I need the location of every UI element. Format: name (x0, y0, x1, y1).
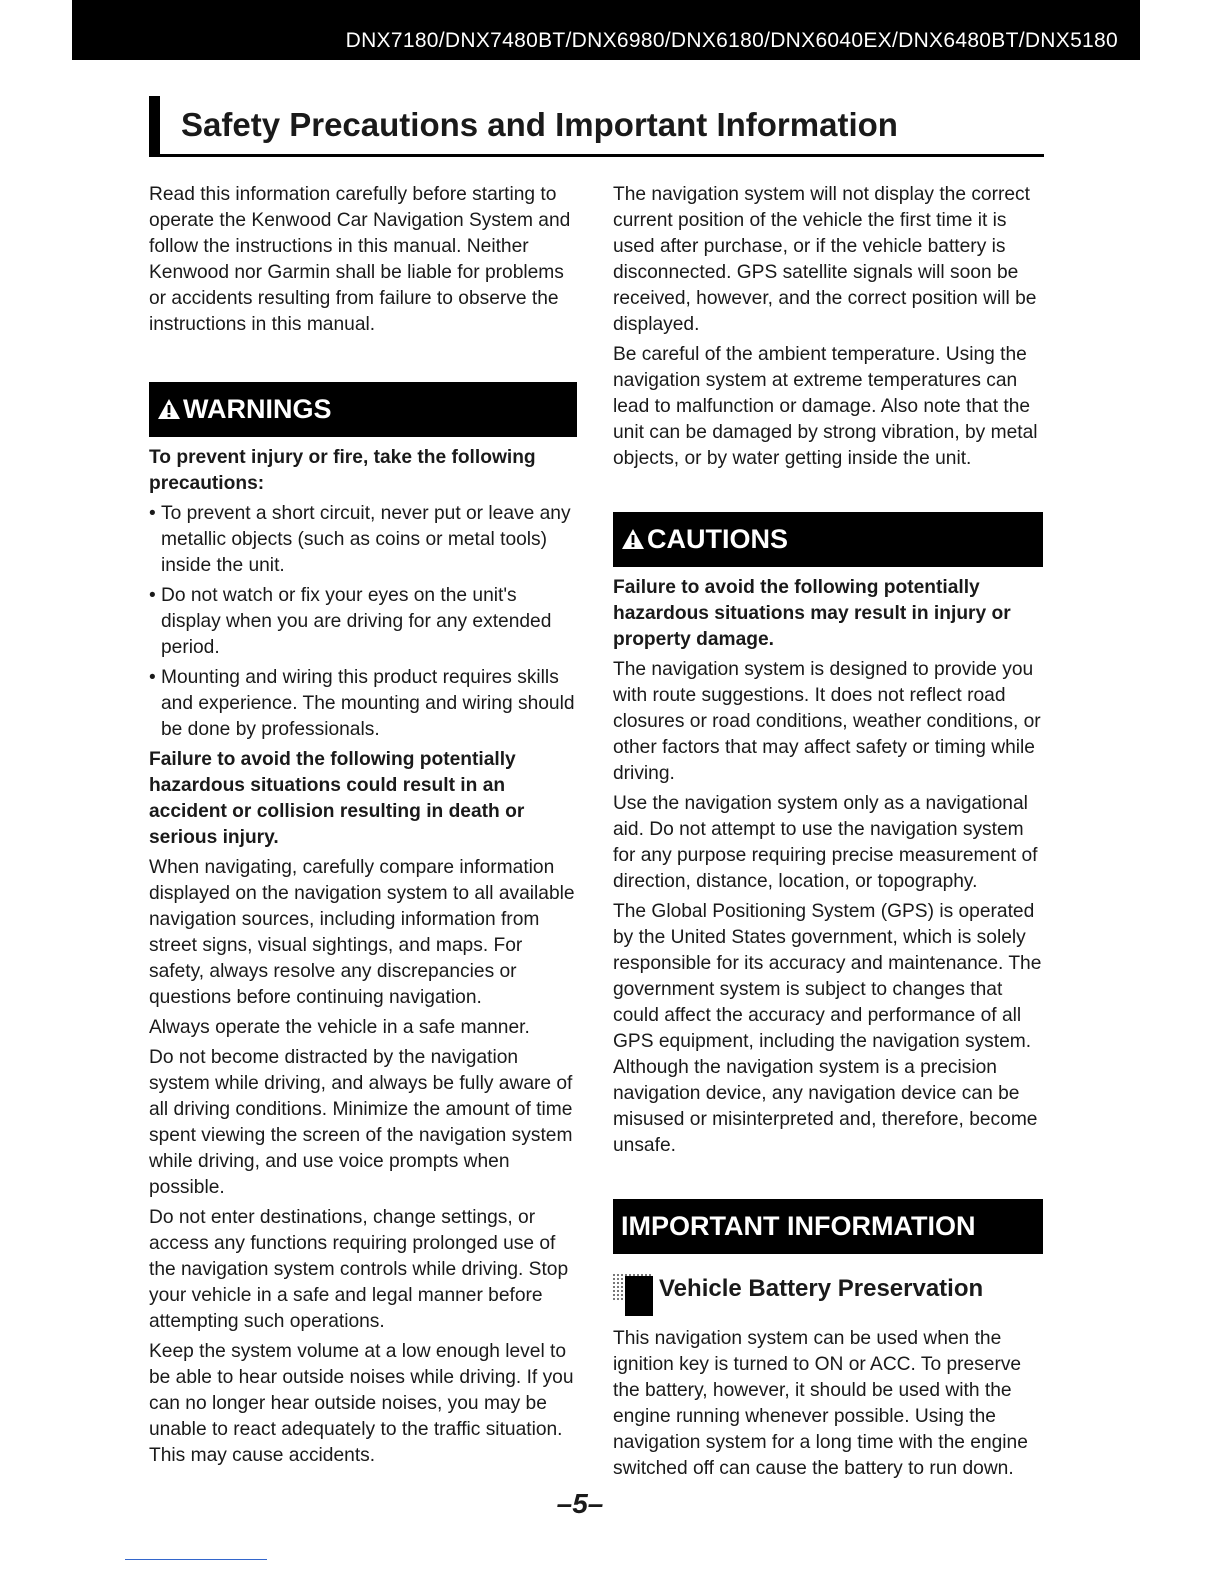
list-item-text: To prevent a short circuit, never put or leave any metallic objects (such as coins or metal tools) inside the unit. (161, 503, 571, 576)
body-paragraph: Keep the system volume at a low enough level to be able to hear outside noises while driving. If you can no longer hear outside noises, you may be unable to react adequately to the traffic situation. This may cause accidents. (149, 1341, 574, 1466)
warnings-header (149, 382, 577, 437)
warning-icon (157, 398, 181, 420)
important-info-header (613, 1199, 1043, 1254)
model-header-bar (72, 0, 1140, 60)
body-paragraph: Use the navigation system only as a navigational aid. Do not attempt to use the navigation system for any purpose requiring precise measurement of direction, distance, location, or topography. (613, 793, 1038, 892)
bullet-icon: • (149, 585, 156, 606)
warnings-intro: To prevent injury or fire, take the following precautions: (149, 447, 536, 494)
title-bar-marker (149, 96, 160, 156)
cautions-intro: Failure to avoid the following potentially hazardous situations may result in injury or property damage. (613, 577, 1011, 650)
warning-icon (621, 528, 645, 550)
body-paragraph: Always operate the vehicle in a safe manner. (149, 1017, 530, 1038)
page-number: –5– (556, 1488, 604, 1519)
cautions-header (613, 512, 1043, 567)
body-paragraph: When navigating, carefully compare information displayed on the navigation system to all available navigation sources, including information from street signs, visual sightings, and maps. For safety, always resolve any discrepancies or questions before continuing navigation. (149, 857, 575, 1008)
body-paragraph: The navigation system is designed to provide you with route suggestions. It does not reflect road closures or road conditions, weather conditions, or other factors that may affect safety or timing while driving. (613, 659, 1041, 784)
battery-subheading (613, 1268, 1043, 1314)
body-paragraph: Do not enter destinations, change settings, or access any functions requiring prolonged use of the navigation system controls while driving. Stop your vehicle in a safe and legal manner before attempting such operations. (149, 1207, 569, 1332)
model-list: DNX7180/DNX7480BT/DNX6980/DNX6180/DNX6040EX/DNX6480BT/DNX5180 (345, 29, 1118, 52)
list-item-text: Mounting and wiring this product requires skills and experience. The mounting and wiring should be done by professionals. (161, 667, 575, 740)
battery-paragraph: This navigation system can be used when the ignition key is turned to ON or ACC. To preserve the battery, however, it should be used with the engine running whenever possible. Using the navigation system for a long time with the engine switched off can cause the battery to run down. (613, 1328, 1028, 1479)
battery-heading: Vehicle Battery Preservation (659, 1275, 984, 1302)
body-paragraph: The Global Positioning System (GPS) is operated by the United States government, which is solely responsible for its accuracy and maintenance. The government system is subject to changes that could affect the accuracy and performance of all GPS equipment, including the navigation system. Although the navigation system is a precision navigation device, any navigation device can be misused or misinterpreted and, therefore, become unsafe. (613, 901, 1042, 1156)
list-item (149, 583, 577, 661)
list-item (149, 665, 577, 743)
body-paragraph: Do not become distracted by the navigation system while driving, and always be fully aware of all driving conditions. Minimize the amount of time spent viewing the screen of the navigation system while driving, and use voice prompts when possible. (149, 1047, 573, 1198)
section-square-icon (613, 1274, 653, 1316)
body-paragraph: The navigation system will not display the correct current position of the vehicle the first time it is used after purchase, or if the vehicle battery is disconnected. GPS satellite signals will soon be received, however, and the correct position will be displayed. (613, 184, 1037, 335)
right-column (613, 182, 1043, 1486)
footer-rule (125, 1559, 267, 1560)
page-title: Safety Precautions and Important Information (181, 106, 898, 143)
list-item (149, 501, 577, 579)
title-block (149, 96, 1044, 157)
bullet-icon: • (149, 503, 156, 524)
cautions-header-label: CAUTIONS (647, 524, 788, 554)
important-info-header-label: IMPORTANT INFORMATION (621, 1211, 976, 1241)
left-column (149, 182, 577, 1473)
warnings-header-label: WARNINGS (183, 394, 332, 424)
warnings-bullet-list (149, 501, 577, 743)
failure-intro: Failure to avoid the following potentially hazardous situations could result in an accident or collision resulting in death or serious injury. (149, 749, 525, 848)
intro-paragraph: Read this information carefully before starting to operate the Kenwood Car Navigation System and follow the instructions in this manual. Neither Kenwood nor Garmin shall be liable for problems or accidents resulting from failure to observe the instructions in this manual. (149, 184, 571, 335)
list-item-text: Do not watch or fix your eyes on the unit's display when you are driving for any extended period. (161, 585, 552, 658)
bullet-icon: • (149, 667, 156, 688)
body-paragraph: Be careful of the ambient temperature. Using the navigation system at extreme temperatures can lead to malfunction or damage. Also note that the unit can be damaged by strong vibration, by metal objects, or by water getting inside the unit. (613, 344, 1038, 469)
